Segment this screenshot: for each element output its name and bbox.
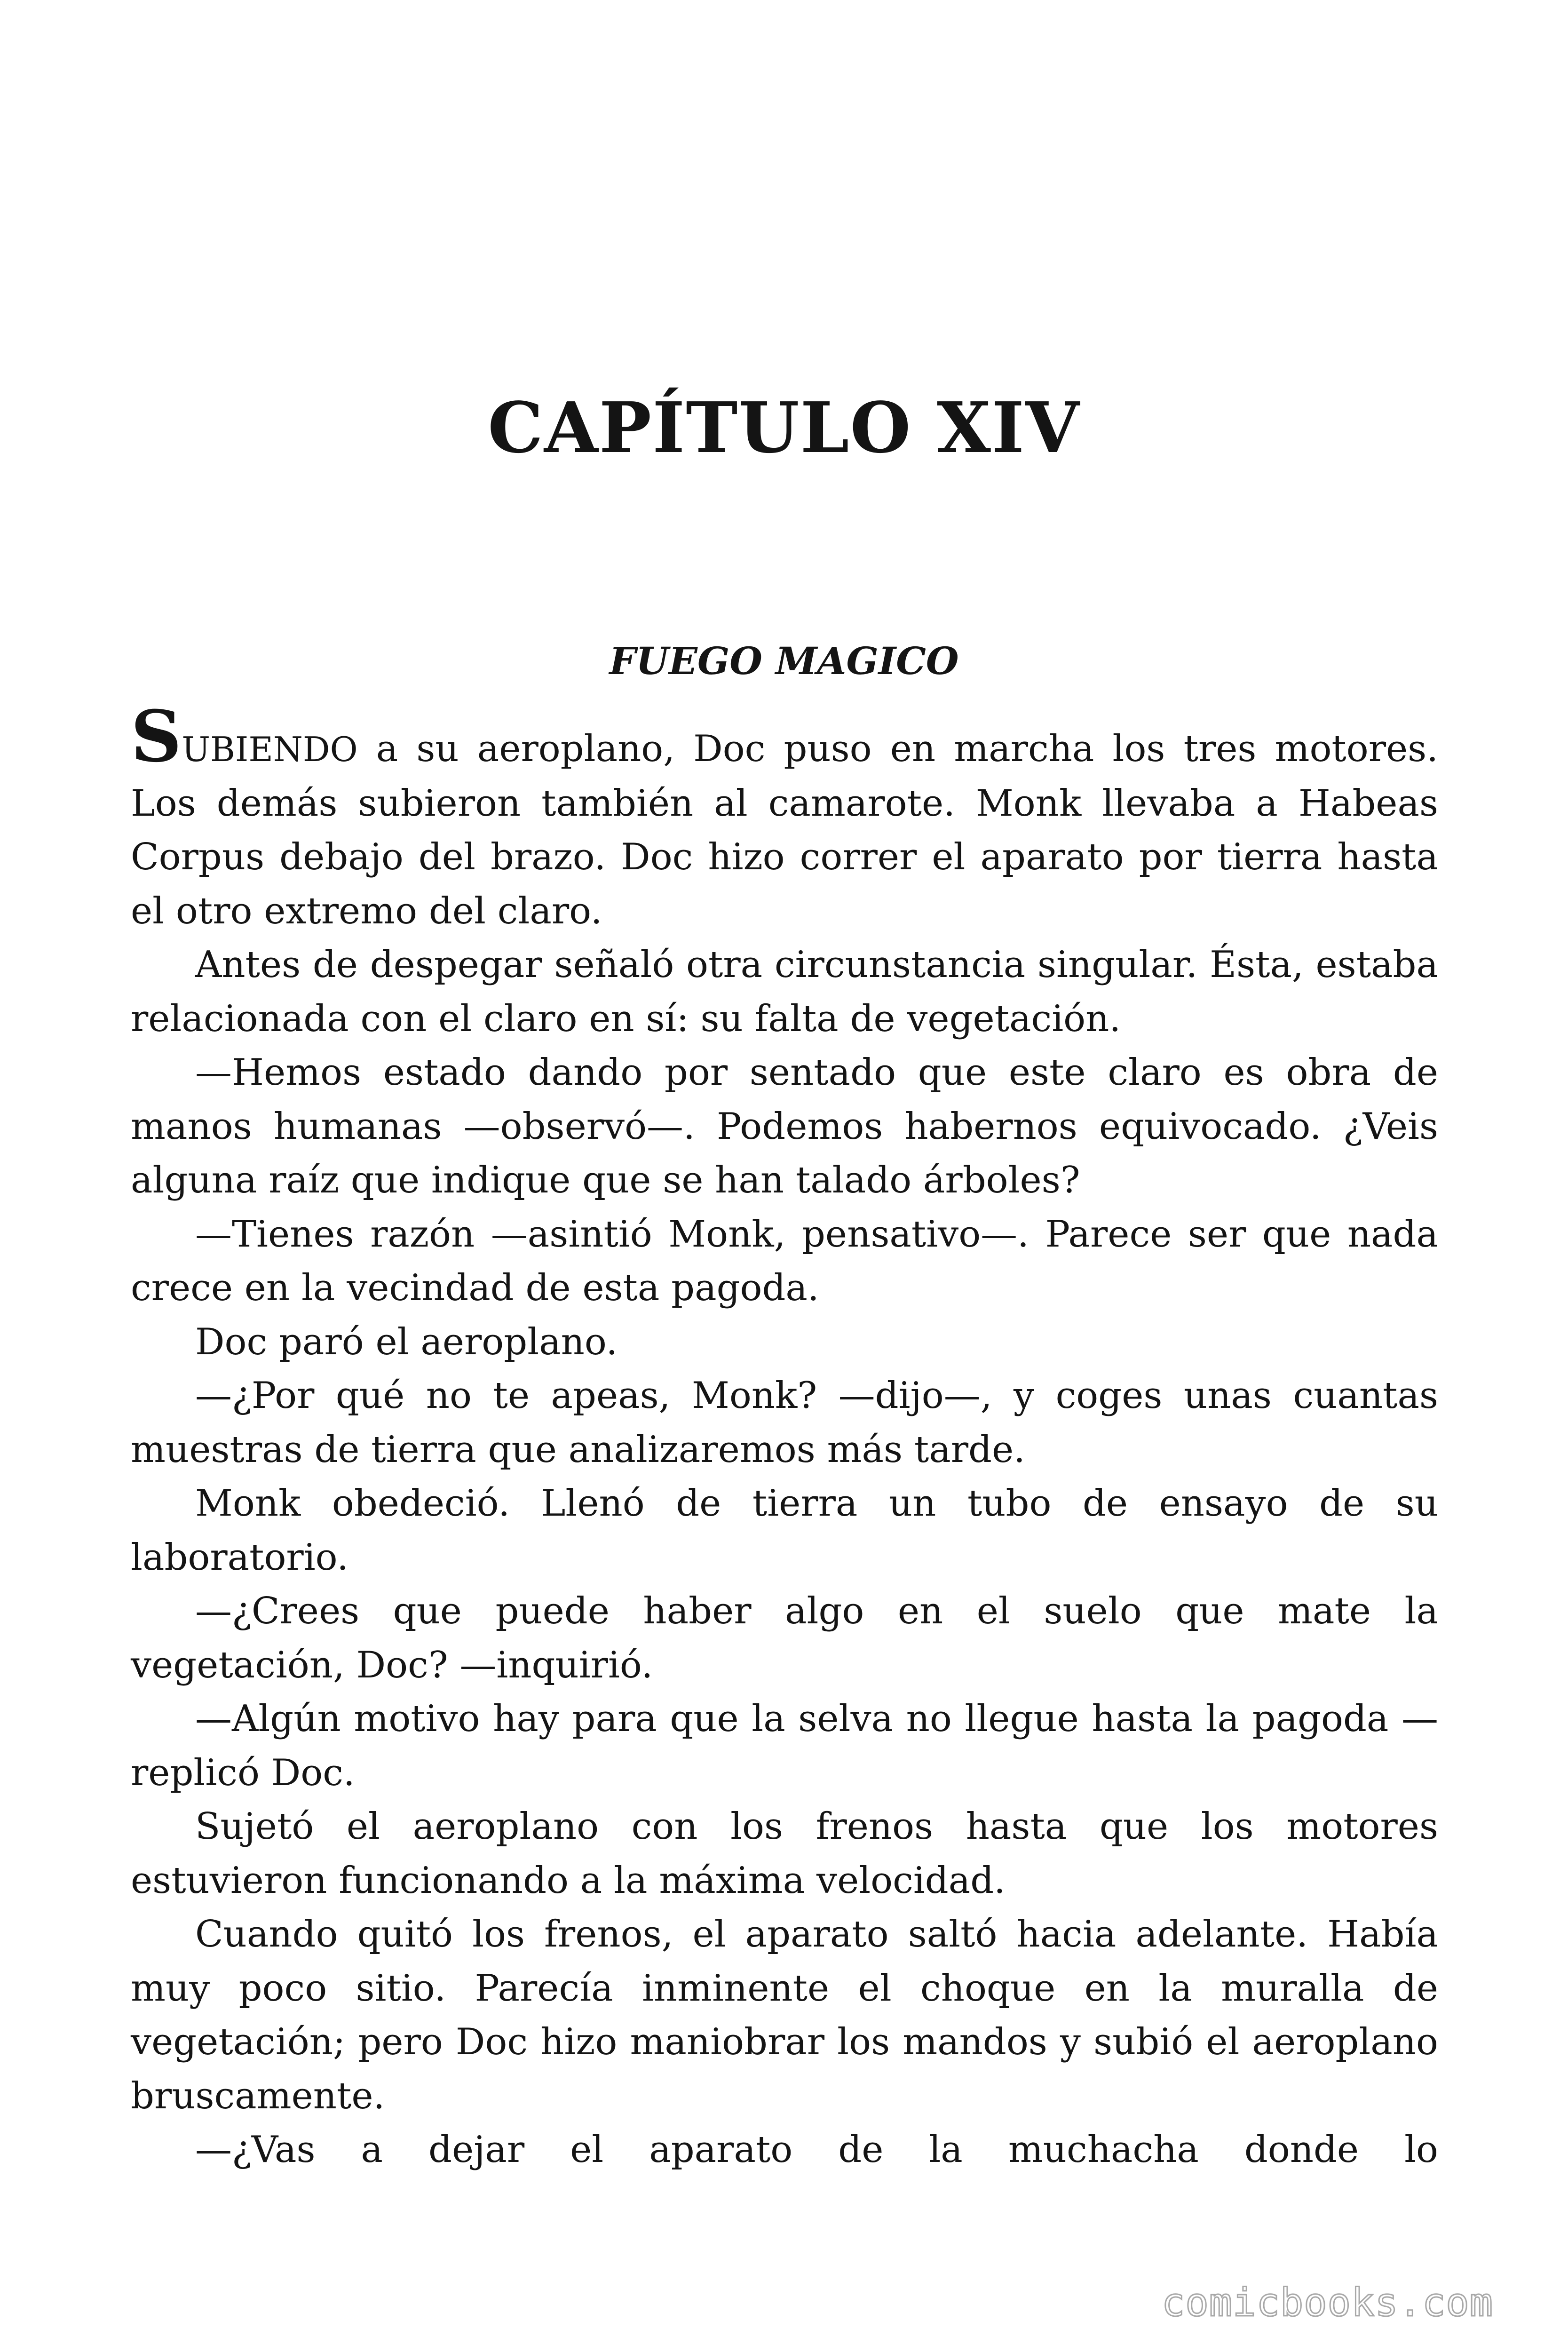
paragraph-1-text: a su aeroplano, Doc puso en marcha los tres motores. Los demás subieron también al camarote. Monk llevaba a Habeas Corpus debajo del brazo. Doc hizo correr el aparato por tierra hasta el otro extremo del claro. xyxy=(131,728,1438,932)
chapter-subtitle: FUEGO MAGICO xyxy=(609,639,959,683)
paragraph-6: —¿Por qué no te apeas, Monk? —dijo—, y coges unas cuantas muestras de tierra que analizaremos más tarde. xyxy=(131,1375,1438,1471)
paragraph-9: —Algún motivo hay para que la selva no llegue hasta la pagoda —replicó Doc. xyxy=(131,1698,1438,1794)
paragraph-2: Antes de despegar señaló otra circunstancia singular. Ésta, estaba relacionada con el claro en sí: su falta de vegetación. xyxy=(131,944,1438,1040)
body-text xyxy=(131,695,1438,2177)
paragraph-11: Cuando quitó los frenos, el aparato saltó hacia adelante. Había muy poco sitio. Parecía inminente el choque en la muralla de vegetación; pero Doc hizo maniobrar los mandos y subió el aeroplano bruscamente. xyxy=(131,1913,1438,2117)
paragraph-12: —¿Vas a dejar el aparato de la muchacha donde lo xyxy=(195,2129,1438,2171)
paragraph-3: —Hemos estado dando por sentado que este claro es obra de manos humanas —observó—. Podemos habernos equivocado. ¿Veis alguna raíz que indique que se han talado árboles? xyxy=(131,1051,1438,1201)
chapter-title: CAPÍTULO XIV xyxy=(488,387,1080,469)
paragraph-5: Doc paró el aeroplano. xyxy=(195,1320,618,1363)
paragraph-10: Sujetó el aeroplano con los frenos hasta que los motores estuvieron funcionando a la máxima velocidad. xyxy=(131,1805,1438,1902)
paragraph-4: —Tienes razón —asintió Monk, pensativo—. Parece ser que nada crece en la vecindad de esta pagoda. xyxy=(131,1213,1438,1309)
small-caps-lead: UBIENDO xyxy=(182,730,358,769)
paragraph-1 xyxy=(131,695,1438,938)
watermark: comicbooks.com xyxy=(1162,2280,1494,2325)
drop-cap: S xyxy=(131,695,182,778)
paragraph-7: Monk obedeció. Llenó de tierra un tubo de ensayo de su laboratorio. xyxy=(131,1482,1438,1579)
paragraph-8: —¿Crees que puede haber algo en el suelo que mate la vegetación, Doc? —inquirió. xyxy=(131,1590,1438,1686)
